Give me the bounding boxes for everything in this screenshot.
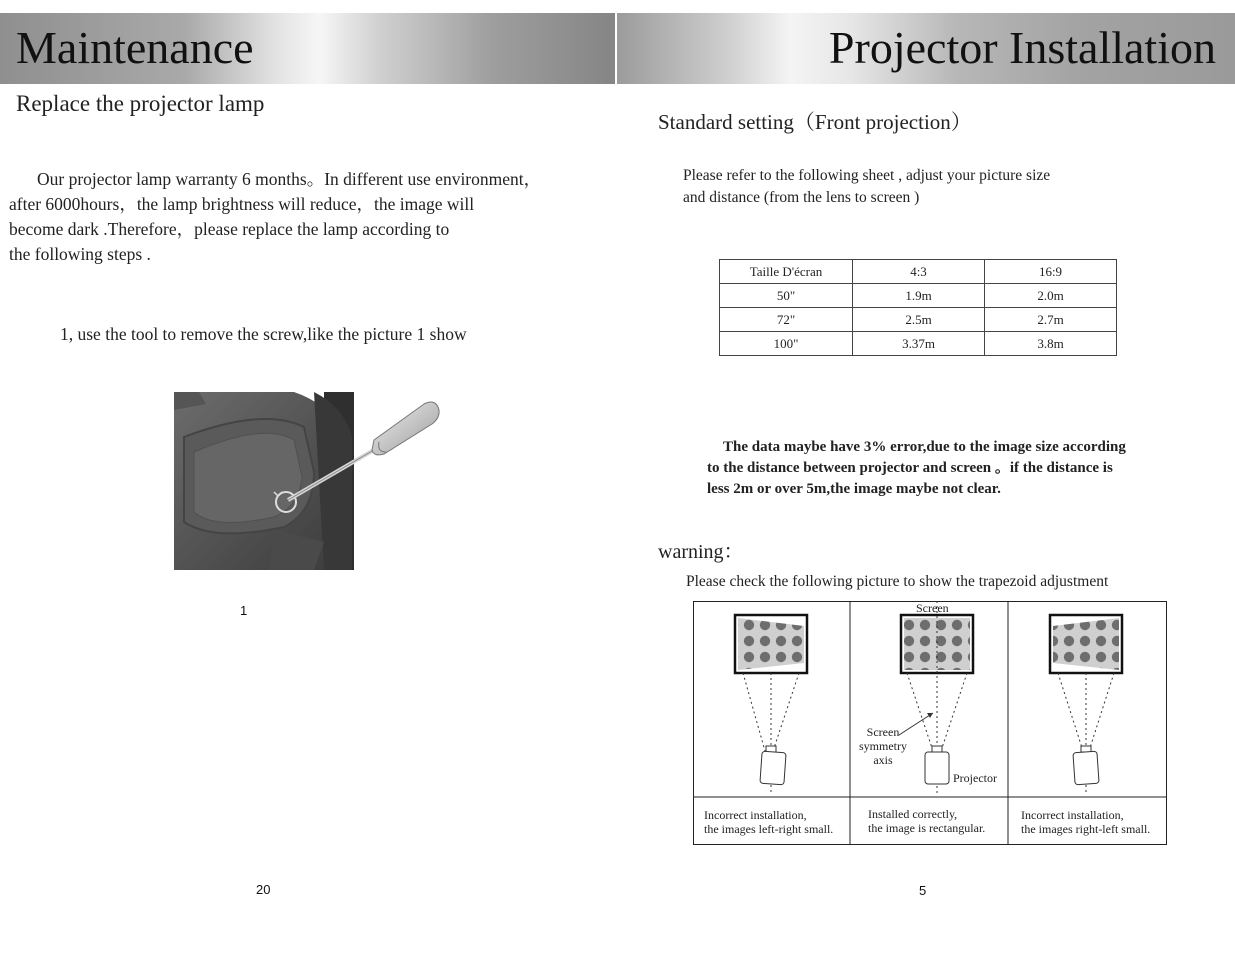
table-row: [720, 284, 1117, 308]
table-header-row: [720, 260, 1117, 284]
table-cell: 50": [720, 284, 853, 308]
screen-label: Screen: [916, 601, 949, 615]
intro-line: after 6000hours，the lamp brightness will reduce，the image will: [9, 194, 475, 214]
lamp-intro-paragraph: [9, 167, 609, 267]
table-row: [720, 332, 1117, 356]
table-cell: 100": [720, 332, 853, 356]
intro-line: become dark .Therefore，please replace the lamp according to: [9, 219, 450, 239]
table-row: [720, 308, 1117, 332]
section-title-standard-setting: Standard setting（Front projection）: [658, 110, 972, 134]
caption-line: Incorrect installation,: [704, 808, 807, 822]
table-cell: 2.7m: [985, 308, 1117, 332]
screen-symmetry-axis-label: [852, 725, 914, 767]
left-page-number: 20: [256, 882, 271, 897]
table-cell: 2.0m: [985, 284, 1117, 308]
table-cell: 72": [720, 308, 853, 332]
figure-1-label: 1: [240, 603, 248, 618]
error-note: [707, 437, 1126, 500]
right-page-number: 5: [919, 883, 927, 898]
warning-text: Please check the following picture to show the trapezoid adjustment: [686, 573, 1109, 590]
axis-label-line: axis: [873, 753, 893, 767]
table-cell: 2.5m: [853, 308, 985, 332]
intro-line: the following steps .: [9, 244, 151, 264]
table-header-cell: 16:9: [985, 260, 1117, 284]
section-title-replace-lamp: Replace the projector lamp: [16, 91, 265, 116]
intro-line: and distance (from the lens to screen ): [683, 189, 920, 206]
projector-label: Projector: [953, 771, 997, 785]
table-header-cell: Taille D'écran: [720, 260, 853, 284]
caption-line: Installed correctly,: [868, 807, 958, 821]
warning-title: warning：: [658, 541, 744, 563]
caption-line: the images right-left small.: [1021, 822, 1151, 836]
caption-line: Incorrect installation,: [1021, 808, 1124, 822]
right-page-title: Projector Installation: [828, 22, 1216, 73]
table-cell: 3.8m: [985, 332, 1117, 356]
lamp-cover-screwdriver-illustration: [174, 392, 444, 572]
intro-line: Please refer to the following sheet , adjust your picture size: [683, 167, 1051, 184]
caption-line: the image is rectangular.: [868, 821, 986, 835]
table-intro-paragraph: [683, 165, 1050, 209]
caption-incorrect-left: [704, 808, 833, 836]
step-1-text: 1, use the tool to remove the screw,like the picture 1 show: [60, 324, 467, 344]
note-line: less 2m or over 5m,the image maybe not clear.: [707, 481, 1001, 497]
note-line: The data maybe have 3% error,due to the image size according: [723, 439, 1126, 455]
table-cell: 3.37m: [853, 332, 985, 356]
intro-line: Our projector lamp warranty 6 months。In different use environment，: [37, 169, 542, 189]
caption-correct: [868, 807, 985, 835]
caption-line: the images left-right small.: [704, 822, 834, 836]
table-cell: 1.9m: [853, 284, 985, 308]
screen-size-distance-table: [719, 259, 1117, 356]
left-page-title: Maintenance: [16, 22, 254, 73]
axis-label-line: symmetry: [859, 739, 907, 753]
note-line: to the distance between projector and screen 。if the distance is: [707, 460, 1113, 476]
caption-incorrect-right: [1021, 808, 1150, 836]
table-header-cell: 4:3: [853, 260, 985, 284]
axis-label-line: Screen: [866, 725, 900, 739]
